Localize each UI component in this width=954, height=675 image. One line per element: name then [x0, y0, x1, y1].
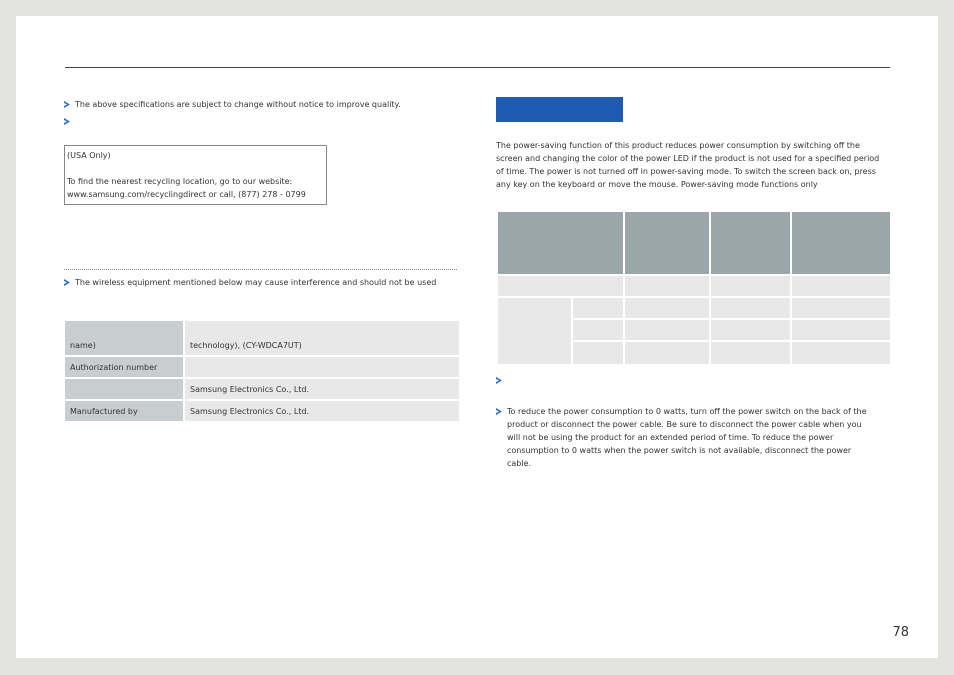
- table-cell: [792, 342, 890, 364]
- table-value: Samsung Electronics Co., Ltd.: [185, 401, 459, 421]
- note-text: The above specifications are subject to change without notice to improve quality.: [75, 100, 401, 109]
- note-arrow-icon: [64, 101, 70, 108]
- table-cell: [711, 298, 790, 318]
- recycling-box: [64, 145, 327, 205]
- power-off-note: [496, 405, 888, 475]
- table-label: [65, 379, 183, 399]
- table-header-cell: [498, 212, 623, 274]
- note-text: To reduce the power consumption to 0 watts, turn off the power switch on the back of the product or disconnect the power cable. Be sure to disconnect the power cable when you will not be using the product for an extended period of time. To reduce the power consumption to 0 watts when the power switch is not available, disconnect the power cable.: [507, 407, 867, 468]
- table-cell: [792, 276, 890, 296]
- wireless-note: [64, 276, 464, 289]
- table-cell: [573, 298, 623, 318]
- table-cell: [625, 342, 709, 364]
- table-label: name): [65, 321, 183, 355]
- table-row: [65, 379, 459, 399]
- table-cell: [792, 320, 890, 340]
- empty-note: [496, 374, 888, 387]
- table-cell: [498, 276, 623, 296]
- table-row: [65, 357, 459, 377]
- table-row: [65, 401, 459, 421]
- table-cell: [711, 276, 790, 296]
- table-header-cell: [711, 212, 790, 274]
- recycle-region: (USA Only): [67, 151, 111, 160]
- note-arrow-icon: [64, 118, 70, 125]
- table-cell: [498, 298, 571, 364]
- note-arrow-icon: [496, 377, 502, 384]
- table-cell: [625, 298, 709, 318]
- recycle-instruction: To find the nearest recycling location, go to our website:: [67, 177, 293, 186]
- table-row: [65, 321, 459, 355]
- note-arrow-icon: [496, 408, 502, 415]
- table-label: Manufactured by: [65, 401, 183, 421]
- table-cell: [625, 276, 709, 296]
- table-cell: [711, 342, 790, 364]
- note-arrow-icon: [64, 279, 70, 286]
- table-label: Authorization number: [65, 357, 183, 377]
- table-value: Samsung Electronics Co., Ltd.: [185, 379, 459, 399]
- table-cell: [573, 320, 623, 340]
- note-text: The wireless equipment mentioned below may cause interference and should not be used: [75, 278, 437, 287]
- header-rule: [65, 67, 890, 68]
- table-value: technology), (CY-WDCA7UT): [185, 321, 459, 355]
- table-header-cell: [792, 212, 890, 274]
- manual-page: [16, 16, 938, 658]
- table-value: [185, 357, 459, 377]
- spec-change-note: [64, 98, 464, 111]
- table-header-cell: [625, 212, 709, 274]
- power-saving-paragraph: The power-saving function of this product reduces power consumption by switching off the screen and changing the color of the power LED if the product is not used for a specified period of time. The power is not turned off in power-saving mode. To switch the screen back on, press any key on the keyboard or move the mouse. Power-saving mode functions only: [496, 141, 880, 189]
- empty-note: [64, 115, 464, 128]
- section-heading-bar: [496, 97, 623, 122]
- table-cell: [625, 320, 709, 340]
- page-number: 78: [892, 625, 909, 640]
- section-divider: [64, 269, 457, 270]
- table-cell: [792, 298, 890, 318]
- table-cell: [573, 342, 623, 364]
- recycle-contact: www.samsung.com/recyclingdirect or call, (877) 278 - 0799: [67, 190, 306, 199]
- wireless-table: [63, 319, 461, 423]
- table-cell: [711, 320, 790, 340]
